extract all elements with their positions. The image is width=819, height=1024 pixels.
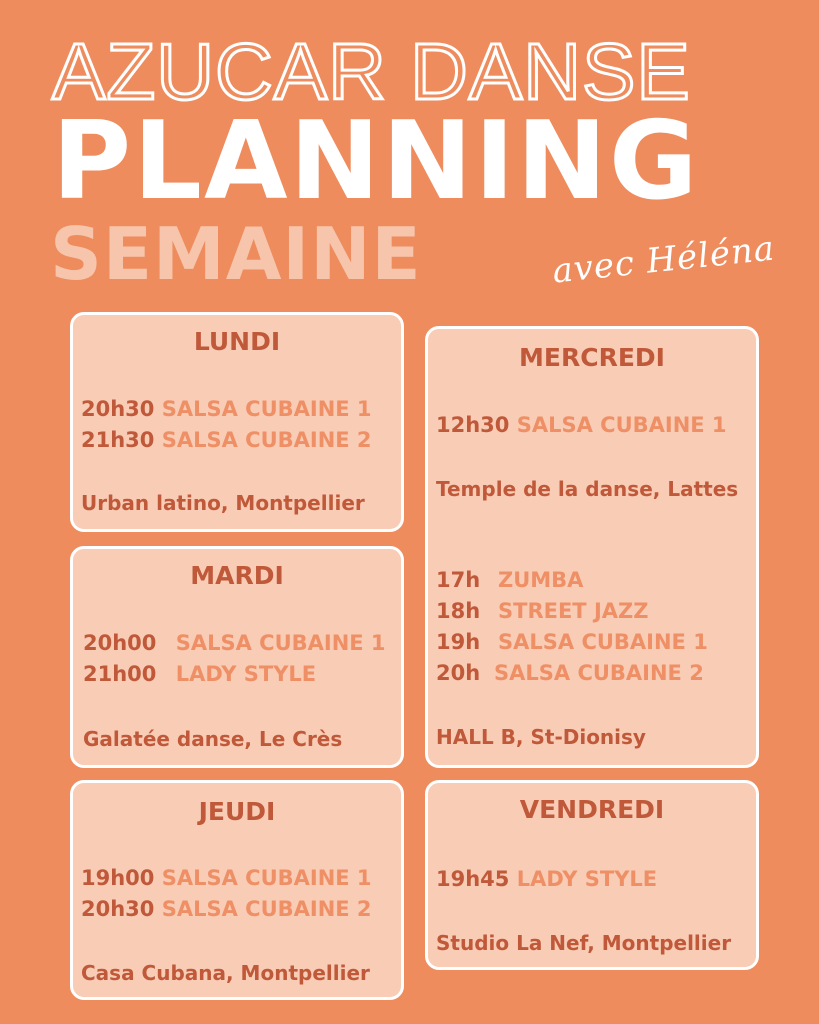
session-time: 20h30 — [81, 897, 155, 921]
day-title-jeudi: JEUDI — [198, 797, 276, 826]
session-course: LADY STYLE — [175, 662, 317, 686]
session-course: SALSA CUBAINE 1 — [498, 630, 708, 654]
card-mercredi — [425, 326, 759, 768]
session-row — [436, 599, 648, 623]
day-title-lundi: LUNDI — [193, 327, 281, 356]
venue-vendredi: Studio La Nef, Montpellier — [436, 931, 732, 955]
brand-name: AZUCAR DANSE — [52, 27, 691, 116]
session-time: 20h30 — [81, 397, 155, 421]
session-time: 19h00 — [81, 866, 155, 890]
session-row — [436, 568, 583, 592]
session-row — [436, 867, 657, 891]
card-mardi — [70, 546, 404, 768]
session-course: LADY STYLE — [516, 867, 658, 891]
session-time: 12h30 — [436, 413, 510, 437]
session-row — [436, 413, 727, 437]
session-time: 21h00 — [83, 662, 157, 686]
venue-mercredi-a: Temple de la danse, Lattes — [436, 477, 739, 501]
card-vendredi — [425, 780, 759, 970]
session-time: 19h45 — [436, 867, 510, 891]
session-time: 20h00 — [83, 631, 157, 655]
venue-mercredi-b: HALL B, St-Dionisy — [436, 725, 646, 749]
page-title: PLANNING — [52, 99, 700, 224]
session-row — [81, 897, 372, 921]
session-time: 19h — [436, 630, 481, 654]
session-row — [81, 866, 372, 890]
session-row — [83, 631, 386, 655]
day-title-vendredi: VENDREDI — [519, 795, 665, 824]
session-time: 17h — [436, 568, 481, 592]
session-course: ZUMBA — [498, 568, 584, 592]
day-title-mardi: MARDI — [190, 561, 284, 590]
session-course: SALSA CUBAINE 2 — [161, 428, 372, 452]
session-course: SALSA CUBAINE 1 — [516, 413, 727, 437]
session-course: SALSA CUBAINE 2 — [161, 897, 372, 921]
session-course: SALSA CUBAINE 1 — [175, 631, 386, 655]
signature: avec Héléna — [550, 228, 777, 292]
session-row — [436, 630, 708, 654]
session-course: SALSA CUBAINE 2 — [494, 661, 704, 685]
venue-jeudi: Casa Cubana, Montpellier — [81, 961, 370, 985]
venue-mardi: Galatée danse, Le Crès — [83, 727, 343, 751]
session-time: 18h — [436, 599, 481, 623]
card-lundi — [70, 312, 404, 532]
page-subtitle: SEMAINE — [50, 212, 422, 296]
session-row — [81, 397, 372, 421]
venue-lundi: Urban latino, Montpellier — [81, 491, 365, 515]
session-time: 21h30 — [81, 428, 155, 452]
session-course: SALSA CUBAINE 1 — [161, 866, 372, 890]
session-row — [81, 428, 372, 452]
session-course: SALSA CUBAINE 1 — [161, 397, 372, 421]
session-row — [436, 661, 704, 685]
session-row — [83, 662, 316, 686]
day-title-mercredi: MERCREDI — [519, 343, 665, 372]
session-time: 20h — [436, 661, 481, 685]
card-jeudi — [70, 780, 404, 1000]
session-course: STREET JAZZ — [498, 599, 649, 623]
